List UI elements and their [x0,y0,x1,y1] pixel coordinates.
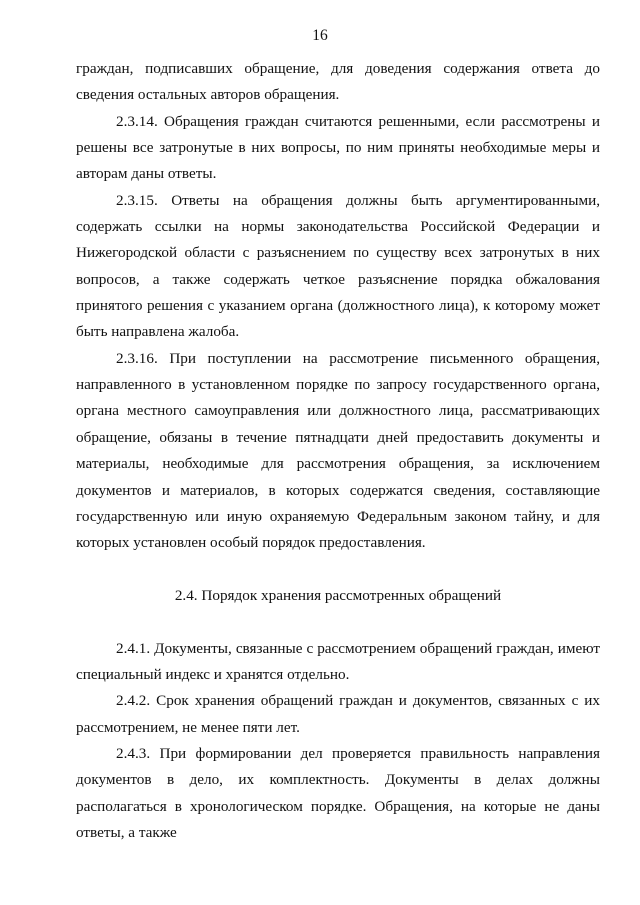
paragraph-2-4-2: 2.4.2. Срок хранения обращений граждан и документов, связанных с их рассмотрением, не менее пяти лет. [76,692,600,736]
paragraph-2-3-16: 2.3.16. При поступлении на рассмотрение письменного обращения, направленного в установленном порядке по запросу государственного органа, органа местного самоуправления или должностного лица, рассматривающих обращение, обязаны в течение пятнадцати дней предоставить документы и материалы, необходимые для рассмотрения обращения, за исключением документов и материалов, в которых содержатся сведения, составляющие государственную или иную охраняемую Федеральным законом тайну, и для которых установлен особый порядок предоставления. [76,349,600,552]
paragraph-2-3-14: 2.3.14. Обращения граждан считаются решенными, если рассмотрены и решены все затронутые в них вопросы, по ним приняты необходимые меры и авторам даны ответы. [76,112,600,183]
paragraph-2-4-3: 2.4.3. При формировании дел проверяется правильность направления документов в дело, их комплектность. Документы в делах должны располагаться в хронологическом порядке. Обращения, на которые не даны ответы, а также [76,744,600,841]
page-number: 16 [312,27,328,44]
paragraph-2-4-1: 2.4.1. Документы, связанные с рассмотрением обращений граждан, имеют специальный индекс и хранятся отдельно. [76,639,600,683]
section-heading: 2.4. Порядок хранения рассмотренных обращений [174,586,502,604]
paragraph-2-3-15: 2.3.15. Ответы на обращения должны быть аргументированными, содержать ссылки на нормы законодательства Российской Федерации и Нижегородской области с разъяснением по существу всех затронутых в них вопросов, а также содержать четкое разъяснение порядка обжалования принятого решения с указанием органа (должностного лица), к которому может быть направлена жалоба. [76,191,600,341]
document-body [76,56,600,846]
paragraph-continuation: граждан, подписавших обращение, для доведения содержания ответа до сведения остальных авторов обращения. [76,60,600,104]
